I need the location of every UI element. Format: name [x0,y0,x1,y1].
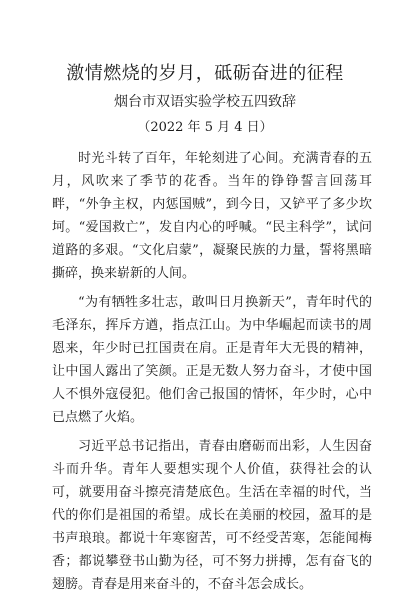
document-title: 激情燃烧的岁月，砥砺奋进的征程 [66,63,344,84]
paragraph: 时光斗转了百年，年轮刻进了心间。充满青春的五月，风吹来了季节的花香。当年的铮铮誓言回荡耳畔，“外争主权，内惩国贼”，到今日，又铲平了多少坎坷。“爱国救亡”，发自内心的呼喊。“民主科学”，试问道路的多艰。“文化启蒙”，凝聚民族的力量，誓将黑暗撕碎，换来崭新的人间。 [52,151,372,281]
paragraph: 习近平总书记指出，青春由磨砺而出彩，人生因奋斗而升华。青年人要想实现个人价值，获得社会的认可，就要用奋斗擦亮清楚底色。生活在幸福的时代，当代的你们是祖国的希望。成长在美丽的校园，盈耳的是书声琅琅。都说十年寒窗苦，可不经受苦寒，怎能闻梅香；都说攀登书山勤为径，可不努力拼搏，怎有奋飞的翅膀。青春是用来奋斗的，不奋斗怎会成长。 [52,439,372,592]
paragraph: “为有牺牲多壮志，敢叫日月换新天”，青年时代的毛泽东，挥斥方遒，指点江山。为中华崛起而读书的周恩来，年少时已扛国责在肩。正是青年大无畏的精神，让中国人露出了笑颜。正是无数人努力奋斗，才使中国人不惧外寇侵犯。他们舍己报国的情怀，年少时，心中已点燃了火焰。 [52,295,372,425]
document-subtitle: 烟台市双语实验学校五四致辞 [114,94,296,110]
document-body [52,147,372,602]
document-date: （2022 年 5 月 4 日） [137,120,273,135]
